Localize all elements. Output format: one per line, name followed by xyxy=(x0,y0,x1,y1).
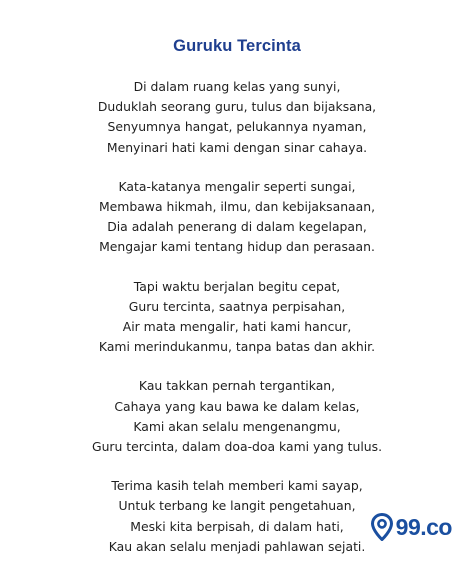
poem-line: Mengajar kami tentang hidup dan perasaan. xyxy=(99,239,375,255)
poem-line: Cahaya yang kau bawa ke dalam kelas, xyxy=(114,398,360,414)
poem-line: Kau takkan pernah tergantikan, xyxy=(138,378,336,394)
location-pin-icon xyxy=(371,513,393,541)
poem-line: Dia adalah penerang di dalam kegelapan, xyxy=(107,219,367,235)
poem-line: Membawa hikmah, ilmu, dan kebijaksanaan, xyxy=(98,199,376,215)
stanza-4 xyxy=(0,376,474,457)
poem-line: Tapi waktu berjalan begitu cepat, xyxy=(133,278,341,294)
poem-line: Kami merindukanmu, tanpa batas dan akhir. xyxy=(98,339,376,355)
stanza-1 xyxy=(0,77,474,158)
poem-line: Senyumnya hangat, pelukannya nyaman, xyxy=(107,119,367,135)
poem-line: Untuk terbang ke langit pengetahuan, xyxy=(118,498,356,514)
poem-line: Kami akan selalu mengenangmu, xyxy=(133,418,341,434)
poem-line: Guru tercinta, dalam doa-doa kami yang tulus. xyxy=(91,439,383,455)
poem-title: Guruku Tercinta xyxy=(173,37,301,55)
poem-line: Menyinari hati kami dengan sinar cahaya. xyxy=(106,139,368,155)
watermark-logo xyxy=(371,513,452,541)
poem-line: Meski kita berpisah, di dalam hati, xyxy=(130,518,344,534)
poem-body xyxy=(0,77,474,576)
poem-line: Air mata mengalir, hati kami hancur, xyxy=(122,319,352,335)
stanza-3 xyxy=(0,277,474,358)
poem-line: Kata-katanya mengalir seperti sungai, xyxy=(118,178,356,194)
poem-line: Terima kasih telah memberi kami sayap, xyxy=(111,478,363,494)
poem-line: Guru tercinta, saatnya perpisahan, xyxy=(128,298,346,314)
poem-line: Duduklah seorang guru, tulus dan bijaksana, xyxy=(97,99,377,115)
poem-line: Kau akan selalu menjadi pahlawan sejati. xyxy=(108,538,366,554)
stanza-2 xyxy=(0,177,474,258)
poem-line: Di dalam ruang kelas yang sunyi, xyxy=(133,79,341,94)
watermark-text: 99.co xyxy=(395,513,452,540)
